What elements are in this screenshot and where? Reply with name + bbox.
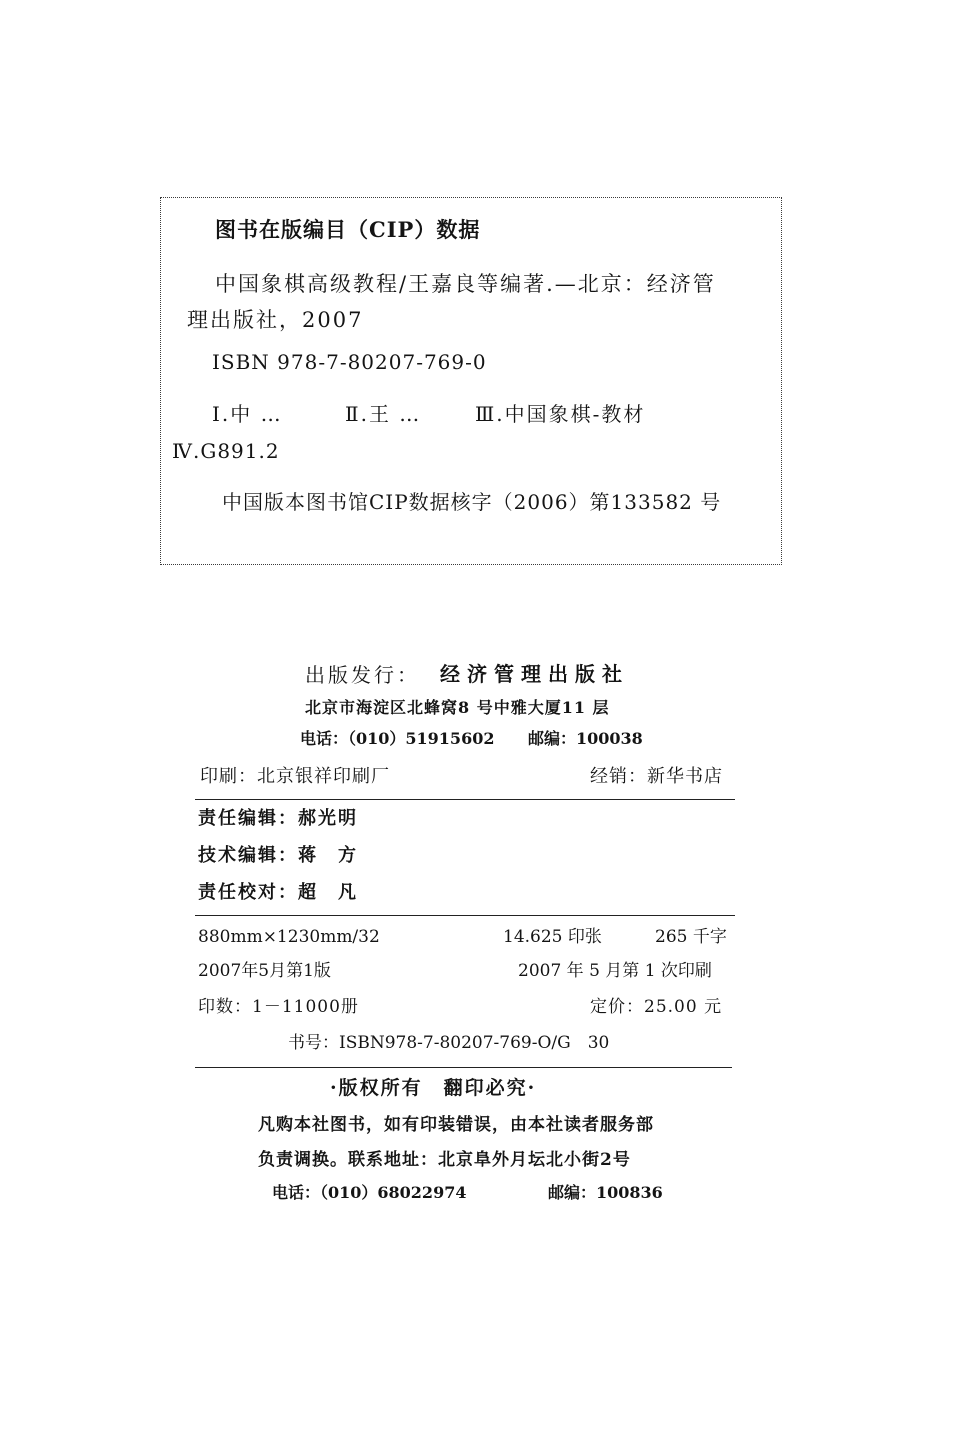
cip-title-line-2: 理出版社，2007 — [187, 308, 364, 332]
book-number: 书号：ISBN978-7-80207-769-O/G 30 — [288, 1033, 610, 1053]
price: 定价：25.00 元 — [590, 997, 723, 1017]
copyright-notice: ·版权所有 翻印必究· — [330, 1077, 537, 1099]
divider-rule — [195, 799, 735, 800]
publisher-name: 经济管理出版社 — [440, 662, 629, 686]
cip-title-line-1: 中国象棋高级教程/王嘉良等编著.—北京：经济管 — [215, 272, 716, 296]
cip-classification: Ⅳ.G891.2 — [172, 439, 280, 463]
publisher-label: 出版发行： — [305, 663, 420, 687]
cip-subject-3: Ⅲ.中国象棋-教材 — [475, 402, 646, 426]
publisher-address: 北京市海淀区北蜂窝8 号中雅大厦11 层 — [305, 698, 610, 717]
cip-heading: 图书在版编目（CIP）数据 — [215, 217, 481, 242]
distributor: 经销：新华书店 — [590, 766, 723, 787]
printed-sheets: 14.625 印张 — [503, 927, 602, 947]
cip-record-number: 中国版本图书馆CIP数据核字（2006）第133582 号 — [222, 490, 722, 514]
divider-rule — [195, 1067, 732, 1068]
divider-rule — [195, 915, 735, 916]
publisher-phone: 电话：（010）51915602 — [300, 729, 495, 748]
copyright-line-1: 凡购本社图书，如有印装错误，由本社读者服务部 — [258, 1115, 654, 1135]
printer: 印刷：北京银祥印刷厂 — [200, 766, 390, 787]
cip-subject-2: Ⅱ.王 … — [345, 402, 422, 426]
service-phone: 电话：（010）68022974 — [272, 1183, 467, 1202]
edition: 2007年5月第1版 — [198, 961, 331, 981]
proofreader: 责任校对：超 凡 — [198, 882, 358, 903]
responsible-editor: 责任编辑：郝光明 — [198, 808, 358, 829]
service-postcode: 邮编：100836 — [548, 1183, 663, 1202]
word-count: 265 千字 — [655, 927, 727, 947]
cip-subject-1: Ⅰ.中 … — [212, 402, 283, 426]
book-format: 880mm×1230mm/32 — [198, 927, 380, 947]
print-run: 印数：1－11000册 — [198, 997, 359, 1017]
publisher-postcode: 邮编：100038 — [528, 729, 643, 748]
impression: 2007 年 5 月第 1 次印刷 — [518, 961, 712, 981]
technical-editor: 技术编辑：蒋 方 — [198, 845, 358, 866]
cip-isbn: ISBN 978-7-80207-769-0 — [212, 350, 487, 374]
copyright-line-2: 负责调换。联系地址：北京阜外月坛北小街2号 — [258, 1150, 631, 1170]
